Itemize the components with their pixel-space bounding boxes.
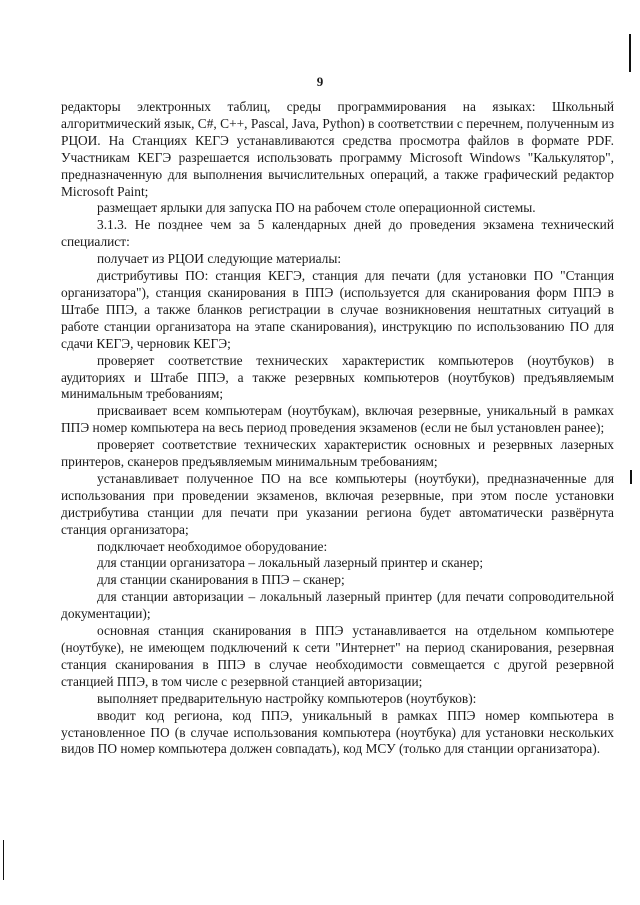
paragraph: для станции авторизации – локальный лазерный принтер (для печати сопроводительной документации); (61, 589, 614, 622)
scan-edge-mark (629, 34, 631, 72)
scan-edge-mark (3, 840, 4, 880)
paragraph: проверяет соответствие технических характеристик основных и резервных лазерных принтеров, сканеров предъявляемым минимальным требованиям; (61, 437, 614, 470)
paragraph: подключает необходимое оборудование: (97, 538, 328, 554)
paragraph: основная станция сканирования в ППЭ устанавливается на отдельном компьютере (ноутбуке), не имеющем подключений к сети "Интернет" на период сканирования, резервная станция сканирования в ППЭ в случае необходимости совмещается с другой резервной станцией ППЭ, в том числе с резервной станцией авторизации; (61, 623, 614, 689)
paragraph: получает из РЦОИ следующие материалы: (97, 251, 342, 267)
paragraph: выполняет предварительную настройку компьютеров (ноутбуков): (97, 690, 477, 706)
paragraph: проверяет соответствие технических характеристик компьютеров (ноутбуков) в аудиториях и Штабе ППЭ, а также резервных компьютеров (ноутбуков) предъявляемым минимальным требованиям; (61, 352, 614, 402)
paragraph: дистрибутивы ПО: станция КЕГЭ, станция для печати (для установки ПО "Станция организатора"), станция сканирования в ППЭ (используется для сканирования форм ППЭ в Штабе ППЭ, а также бланков регистрации в случае возникновения нештатных ситуаций в работе станции организатора на этапе сканирования), инструкцию по использованию ПО для сдачи КЕГЭ, черновик КЕГЭ; (61, 268, 614, 351)
paragraph: для станции сканирования в ППЭ – сканер; (97, 572, 345, 588)
paragraph: присваивает всем компьютерам (ноутбукам), включая резервные, уникальный в рамках ППЭ номер компьютера на весь период проведения экзаменов (если не был установлен ранее); (61, 403, 614, 436)
paragraph: вводит код региона, код ППЭ, уникальный в рамках ППЭ номер компьютера в установленное ПО (в случае использования компьютера (ноутбука) для установки нескольких видов ПО номер компьютера должен совпадать), код МСУ (только для станции организатора). (61, 707, 614, 757)
paragraph: для станции организатора – локальный лазерный принтер и сканер; (97, 555, 484, 571)
paragraph: устанавливает полученное ПО на все компьютеры (ноутбуки), предназначенные для использования при проведении экзаменов, включая резервные, при этом после установки дистрибутива станции для печати при указании региона будет автоматически развёрнута станция организатора; (61, 470, 614, 537)
paragraph: редакторы электронных таблиц, среды программирования на языках: Школьный алгоритмический язык, C#, C++, Pascal, Java, Python) в соответствии с перечнем, полученным из РЦОИ. На Станциях КЕГЭ устанавливаются средства просмотра файлов в формате PDF. Участникам КЕГЭ разрешается использовать программу Microsoft Windows "Калькулятор", предназначенную для выполнения вычислительных операций, а также графический редактор Microsoft Paint; (61, 99, 614, 199)
page-number: 9 (316, 74, 324, 89)
paragraph: размещает ярлыки для запуска ПО на рабочем столе операционной системы. (97, 200, 536, 216)
scan-edge-mark (630, 470, 632, 484)
body-text (61, 99, 614, 758)
paragraph: 3.1.3. Не позднее чем за 5 календарных дней до проведения экзамена технический специалист: (61, 217, 614, 250)
